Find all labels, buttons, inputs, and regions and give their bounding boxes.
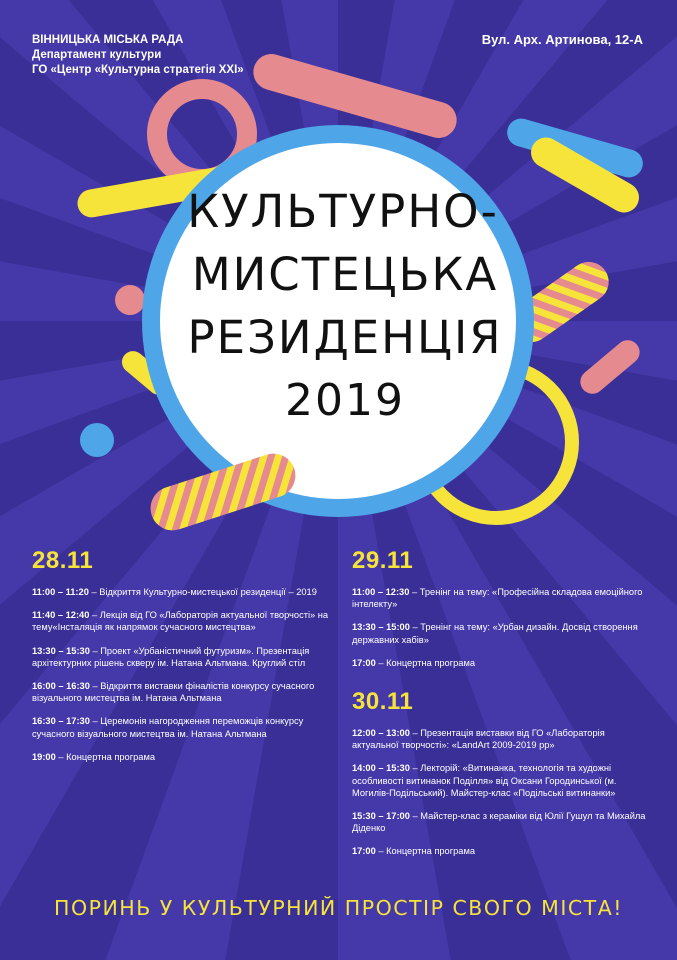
schedule-item (352, 586, 652, 610)
event-text: – Церемонія нагородження переможців конкурсу сучасного візуального мистецтва ім. Натана Альтмана (32, 716, 304, 739)
event-time: 11:00 – 12:30 (352, 587, 410, 597)
schedule-item (32, 609, 332, 633)
event-time: 12:00 – 13:00 (352, 728, 410, 738)
title-line: МИСТЕЦЬКА (191, 248, 499, 301)
organizer-line: ВІННИЦЬКА МІСЬКА РАДА (32, 34, 184, 46)
day-date-heading: 28.11 (32, 547, 94, 574)
day-schedule-28-11 (32, 586, 332, 774)
schedule-item (32, 715, 332, 739)
day-date-heading: 29.11 (352, 547, 414, 574)
event-text: – Майстер-клас з кераміки від Юлії Гушул та Михайла Діденко (352, 811, 646, 834)
event-text: – Тренінг на тему: «Урбан дизайн. Досвід створення державних хабів» (352, 622, 638, 645)
event-time: 13:30 – 15:00 (352, 622, 410, 633)
schedule-item (352, 762, 652, 799)
footer-slogan: ПОРИНЬ У КУЛЬТУРНИЙ ПРОСТІР СВОГО МІСТА! (54, 896, 623, 920)
schedule-item (32, 645, 332, 669)
blue-dot-shape (80, 423, 114, 457)
event-text: – Відкриття виставки фіналістів конкурсу сучасного візуального мистецтва ім. Натана Альтмана (32, 681, 315, 704)
title-year: 2019 (285, 375, 405, 426)
event-text: – Концертна програма (375, 657, 476, 668)
schedule-item (352, 657, 652, 669)
organizer-line: Департамент культури (32, 49, 162, 61)
event-time: 16:30 – 17:30 (32, 716, 90, 727)
day-date-heading: 30.11 (352, 688, 414, 715)
event-time: 17:00 (352, 657, 376, 668)
event-text: – Концертна програма (55, 751, 156, 762)
poster-title (185, 180, 505, 432)
event-text: – Презентація виставки від ГО «Лабораторія актуальної творчості»: «LandArt 2009-2019 рр» (352, 728, 605, 751)
event-text: – Проект «Урбаністичний футуризм». Презентація архітектурних рішень скверу ім. Натана Альтмана. Круглий стіл (32, 645, 310, 668)
schedule-item (352, 810, 652, 834)
organizer-block (32, 33, 244, 78)
event-time: 11:00 – 11:20 (32, 587, 89, 597)
schedule-item (32, 586, 332, 598)
day-schedule-29-11 (352, 586, 652, 680)
event-text: – Лекторій: «Витинанка, технологія та художні особливості витинанок Поділля» від Оксани Городинської (м. Могилів-Подільський). Майстер-клас «Подільські витинанки» (352, 763, 617, 798)
pink-small-bar-shape (575, 335, 644, 398)
schedule-item (32, 680, 332, 704)
title-line: РЕЗИДЕНЦІЯ (187, 311, 503, 364)
organizer-line: ГО «Центр «Культурна стратегія ХХІ» (32, 64, 244, 76)
event-time: 17:00 (352, 846, 376, 857)
event-time: 13:30 – 15:30 (32, 645, 90, 656)
address: Вул. Арх. Артинова, 12-А (481, 32, 643, 47)
event-time: 11:40 – 12:40 (32, 610, 90, 621)
pink-dot-shape (115, 285, 145, 315)
day-schedule-30-11 (352, 727, 652, 869)
event-text: – Лекція від ГО «Лабораторія актуальної творчості» на тему«Інсталяція як напрямок сучасного мистецтва» (32, 610, 329, 633)
event-time: 14:00 – 15:30 (352, 763, 410, 774)
schedule-item (352, 727, 652, 751)
event-time: 15:30 – 17:00 (352, 811, 410, 822)
event-text: – Відкриття Культурно-мистецької резиденції – 2019 (88, 587, 317, 597)
event-text: – Концертна програма (375, 846, 476, 857)
schedule-item (32, 751, 332, 763)
schedule-item (352, 845, 652, 857)
event-time: 16:00 – 16:30 (32, 681, 90, 692)
title-line: КУЛЬТУРНО- (187, 185, 499, 238)
schedule-item (352, 621, 652, 645)
event-text: – Тренінг на тему: «Професійна складова емоційного інтелекту» (352, 587, 643, 610)
event-time: 19:00 (32, 751, 56, 762)
